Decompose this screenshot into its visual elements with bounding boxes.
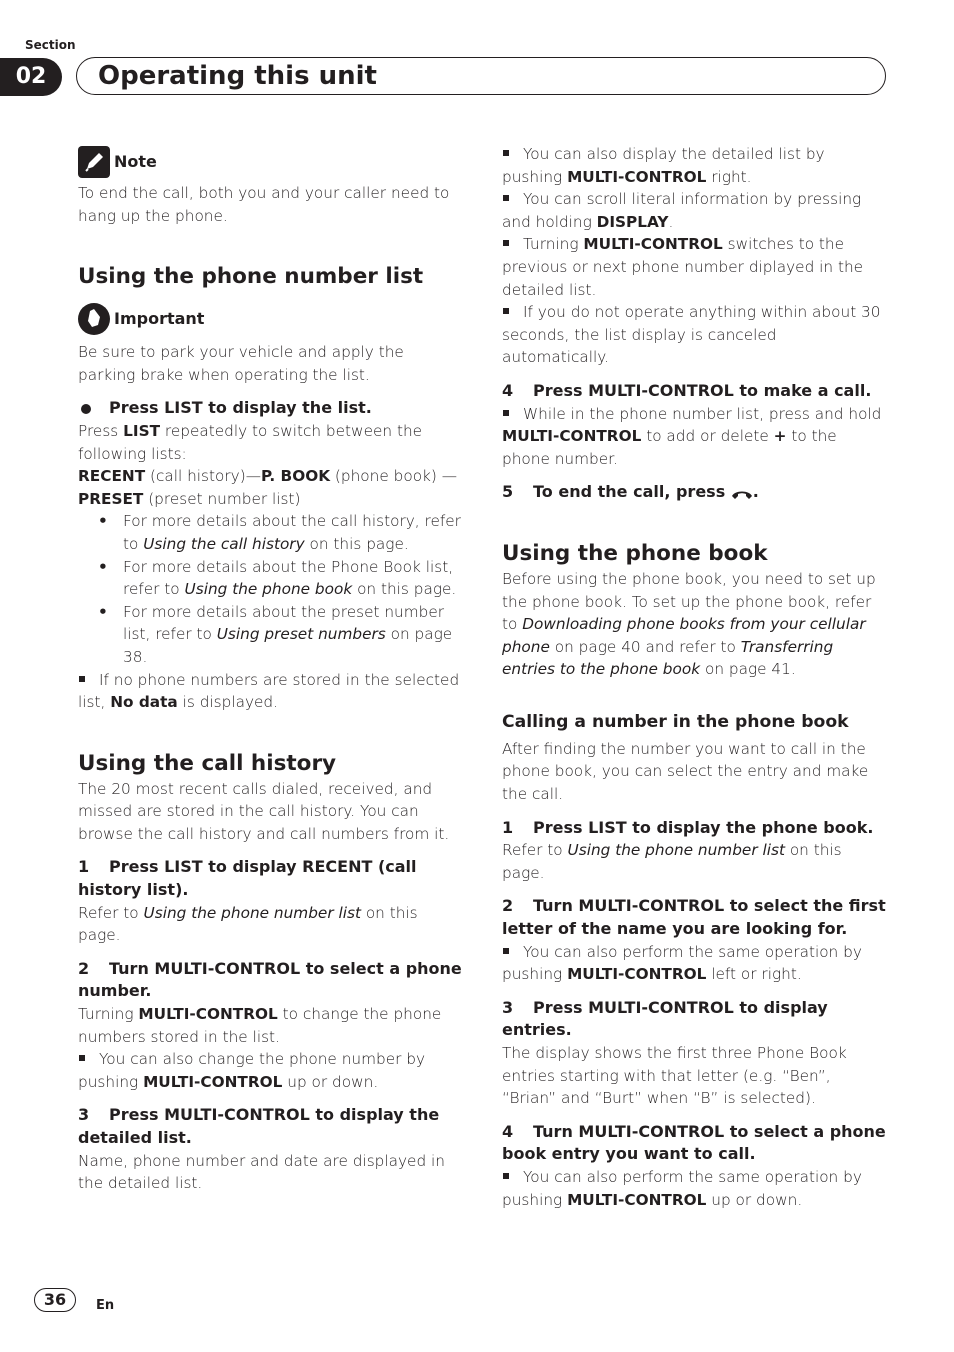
link-call-history[interactable]: Using the call history [143,534,305,553]
heading-calling-number: Calling a number in the phone book [502,711,849,732]
calling-step-1-ref: Refer to Using the phone number list on this page. [502,841,842,882]
page-number: 36 [34,1288,76,1312]
bullet-phone-book-ref: • For more details about the Phone Book list, refer to Using the phone book on this page. [78,556,462,601]
left-column [78,146,462,1195]
right-step-4-note: While in the phone number list, press and hold MULTI-CONTROL to add or delete + to the phone number. [502,404,882,468]
square-bullet-icon [503,150,509,156]
heading-call-history: Using the call history [78,750,337,776]
note-header [78,146,462,178]
call-history-step-1: 1 Press LIST to display RECENT (call history list). [78,857,417,900]
link-preset-numbers[interactable]: Using preset numbers [216,625,386,644]
square-bullet-icon [503,410,509,416]
calling-step-3: 3 Press MULTI-CONTROL to display entries. [502,997,828,1040]
link-downloading-phone-books[interactable]: Downloading phone books from your cellular phone [502,615,866,656]
call-history-step-2-body: Turning MULTI-CONTROL to change the phone numbers stored in the list. [78,1005,442,1046]
calling-intro: After finding the number you want to call in the phone book, you can select the entry and make the call. [502,739,869,804]
note-pencil-icon [78,146,110,178]
call-history-intro: The 20 most recent calls dialed, received, and missed are stored in the call history. You can browse the call history and call numbers from it. [78,779,450,843]
call-history-step-2: 2 Turn MULTI-CONTROL to select a phone number. [78,958,462,1001]
section-number: 02 [0,58,62,96]
note-text: To end the call, both you and your caller need to hang up the phone. [78,184,450,225]
phone-book-intro: Before using the phone book, you need to set up the phone book. To set up the phone book, refer to Downloading phone books from your cellular phone on page 40 and refer to Transferring entries to the phone book on page 41. [502,569,876,679]
note-label: Note [114,151,157,171]
heading-phone-number-list: Using the phone number list [78,264,424,290]
calling-step-4-note: You can also perform the same operation by pushing MULTI-CONTROL up or down. [502,1167,862,1209]
square-bullet-icon [79,676,85,682]
step-press-list: Press LIST to display the list. [78,397,462,420]
calling-step-3-body: The display shows the first three Phone Book entries starting with that letter (e.g. “Ben”, “Brian” and “Burt” when “B” is selected). [502,1044,847,1108]
square-bullet-icon [503,1173,509,1179]
calling-step-1: 1 Press LIST to display the phone book. [502,817,874,837]
call-history-step-3: 3 Press MULTI-CONTROL to display the detailed list. [78,1105,440,1147]
phone-hangup-icon [731,486,753,500]
heading-phone-book: Using the phone book [502,540,768,566]
square-bullet-icon [503,240,509,246]
link-phone-number-list[interactable]: Using the phone number list [567,841,785,860]
square-bullet-icon [503,308,509,314]
important-text: Be sure to park your vehicle and apply the parking brake when operating the list. [78,343,404,384]
important-header [78,303,462,335]
square-bullet-icon [79,1055,85,1061]
right-step-5: 5 To end the call, press . [502,482,759,502]
right-note-2: You can scroll literal information by pressing and holding DISPLAY. [502,190,862,231]
right-step-4: 4 Press MULTI-CONTROL to make a call. [502,380,872,400]
calling-step-2: 2 Turn MULTI-CONTROL to select the first letter of the name you are looking for. [502,896,886,939]
link-phone-book[interactable]: Using the phone book [184,580,353,599]
language-code: En [96,1298,115,1313]
important-label: Important [114,308,205,328]
page-title: Operating this unit [98,61,377,91]
bullet-preset-ref: • For more details about the preset number list, refer to Using preset numbers on page 38. [78,601,462,669]
section-label: Section [25,38,76,52]
calling-step-4: 4 Turn MULTI-CONTROL to select a phone book entry you want to call. [502,1121,886,1164]
right-column [502,143,886,1211]
link-phone-number-list[interactable]: Using the phone number list [143,903,361,922]
link-transferring-entries[interactable]: Transferring entries to the phone book [502,637,834,679]
call-history-step-1-ref: Refer to Using the phone number list on this page. [78,903,418,945]
calling-step-2-note: You can also perform the same operation by pushing MULTI-CONTROL left or right. [502,942,862,984]
important-hand-icon [78,303,110,335]
square-bullet-icon [503,195,509,201]
right-note-3: Turning MULTI-CONTROL switches to the previous or next phone number diplayed in the detailed list. [502,235,864,299]
right-note-1: You can also display the detailed list by pushing MULTI-CONTROL right. [502,145,825,186]
square-bullet-icon [503,948,509,954]
list-body: Press LIST repeatedly to switch between the following lists: RECENT (call history)—P. BOOK (phone book) —PRESET (preset number list) [78,421,458,508]
bullet-call-history-ref: • For more details about the call history, refer to Using the call history on this page. [78,510,462,555]
right-note-4: If you do not operate anything within about 30 seconds, the list display is canceled automatically. [502,303,881,367]
no-data-note: If no phone numbers are stored in the selected list, No data is displayed. [78,670,460,712]
bullet-dot-icon [81,404,91,414]
call-history-step-3-body: Name, phone number and date are displayed in the detailed list. [78,1151,445,1193]
call-history-step-2-note: You can also change the phone number by pushing MULTI-CONTROL up or down. [78,1050,426,1091]
